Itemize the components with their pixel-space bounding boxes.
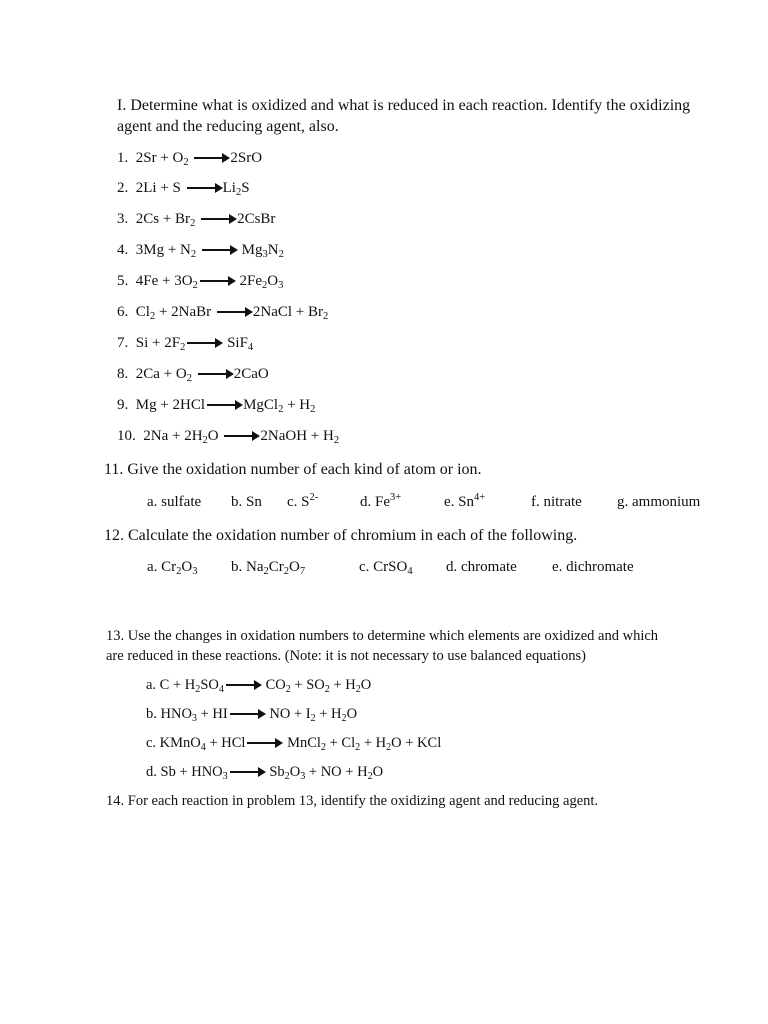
- reaction-arrow-icon: [226, 684, 260, 686]
- q13-reaction-c: c. KMnO$_4$ + HCl MnCl$_2$ + $Cl_2 + H_2O$ + KCl: [146, 735, 442, 754]
- subscript: 2: [149, 311, 156, 323]
- reactant: Si + 2F: [135, 335, 181, 351]
- question-11-prompt: 11. Give the oxidation number of each kind of atom or ion.: [104, 461, 482, 478]
- subscript: 2: [202, 435, 208, 447]
- question-14-prompt: 14. For each reaction in problem 13, identify the oxidizing agent and reducing agent.: [106, 793, 599, 809]
- product: 2CsBr: [237, 211, 276, 227]
- product: Mg: [241, 242, 263, 258]
- section1-heading-line1: I. Determine what is oxidized and what is reduced in each reaction. Identify the oxidizing: [117, 97, 691, 114]
- reaction-number: 6.: [117, 304, 129, 320]
- product: 2CaO: [233, 366, 269, 382]
- reactant: Mg + 2HCl: [135, 397, 206, 413]
- subscript: 2: [180, 342, 186, 354]
- reaction-arrow-icon: [198, 373, 232, 375]
- reaction-number: 5.: [117, 273, 129, 289]
- reaction-number: 9.: [117, 397, 129, 413]
- subscript: 2: [323, 311, 329, 323]
- reaction-arrow-icon: [194, 157, 228, 159]
- reaction-6: [117, 304, 328, 321]
- subscript: 2: [262, 280, 268, 292]
- subscript: 2: [192, 280, 198, 292]
- product: MgCl: [243, 397, 279, 413]
- reaction-arrow-icon: [207, 404, 241, 406]
- subscript: 3: [262, 249, 268, 261]
- product: Li: [222, 180, 236, 196]
- reaction-arrow-icon: [230, 771, 264, 773]
- q11-option-e: e. $Sn^{4+}$: [444, 492, 486, 510]
- product: 2NaCl + Br: [252, 304, 324, 320]
- product: 2NaOH + H: [260, 428, 334, 444]
- reaction-8: [117, 366, 269, 383]
- reaction-number: 4.: [117, 242, 129, 258]
- q12-option-d: d. chromate: [446, 559, 517, 575]
- subscript: 3: [278, 280, 284, 292]
- reaction-arrow-icon: [224, 435, 258, 437]
- q13-reaction-d: d. $Sb + HNO_3$ $Sb_2O_3$ + NO + $H_2O$: [146, 764, 384, 783]
- product-part: N: [267, 242, 279, 258]
- reactant: 2Ca + O: [135, 366, 187, 382]
- product: 2SrO: [230, 150, 263, 166]
- subscript: 4: [247, 342, 254, 354]
- subscript: 2: [278, 404, 284, 416]
- reaction-number: 3.: [117, 211, 129, 227]
- reaction-10: [117, 428, 339, 445]
- q11-option-d: d. $Fe^{3+}$: [360, 492, 402, 510]
- q12-option-a: a. $Cr_2O_3$: [147, 559, 198, 578]
- reaction-arrow-icon: [247, 742, 281, 744]
- product: SiF: [227, 335, 248, 351]
- product-part: S: [241, 180, 250, 196]
- subscript: 2: [186, 373, 192, 385]
- product: 2Fe: [239, 273, 263, 289]
- reaction-arrow-icon: [202, 249, 236, 251]
- subscript: 2: [310, 404, 316, 416]
- reaction-2: [117, 180, 250, 197]
- reaction-arrow-icon: [187, 342, 221, 344]
- q12-option-e: e. dichromate: [552, 559, 634, 575]
- superscript: 4+: [474, 492, 486, 504]
- subscript: 2: [190, 249, 197, 261]
- reaction-arrow-icon: [230, 713, 264, 715]
- reactant: 2Li + S: [135, 180, 181, 196]
- reaction-arrow-icon: [187, 187, 221, 189]
- reaction-arrow-icon: [217, 311, 251, 313]
- question-13-prompt-line2: are reduced in these reactions. (Note: it is not necessary to use balanced equations): [106, 648, 586, 664]
- section1-heading-line2: agent and the reducing agent, also.: [117, 118, 339, 135]
- product-part: + H: [283, 397, 311, 413]
- reaction-9: [117, 397, 315, 414]
- reaction-7: [117, 335, 253, 352]
- subscript: 2: [278, 249, 284, 261]
- reactant: Cl: [135, 304, 150, 320]
- reaction-3: [117, 211, 275, 228]
- q11-option-g: g. ammonium: [617, 494, 701, 510]
- q13-reaction-b: b. $HNO_3$ + HI NO + $I_2 + H_2O$: [146, 706, 358, 725]
- question-12-prompt: 12. Calculate the oxidation number of chromium in each of the following.: [104, 527, 578, 544]
- subscript: 2: [190, 218, 196, 230]
- reaction-5: [117, 273, 283, 290]
- q11-option-b: b. Sn: [231, 494, 262, 510]
- reactant: 2Cs + Br: [135, 211, 191, 227]
- q11-option-f: f. nitrate: [531, 494, 582, 510]
- q12-option-c: c. CrSO$_4$: [359, 559, 413, 578]
- subscript: 2: [183, 157, 189, 169]
- subscript: 2: [333, 435, 340, 447]
- reaction-number: 1.: [117, 150, 129, 166]
- product-part: O: [267, 273, 279, 289]
- reaction-4: [117, 242, 284, 259]
- q12-option-b: b. $Na_2Cr_2O_7$: [231, 559, 306, 578]
- subscript: 2: [235, 187, 242, 199]
- q11-option-a: a. sulfate: [147, 494, 202, 510]
- reactant: 2Sr + O: [135, 150, 184, 166]
- reaction-arrow-icon: [201, 218, 235, 220]
- reaction-number: 8.: [117, 366, 129, 382]
- reactant: 4Fe + 3O: [135, 273, 193, 289]
- reaction-number: 10.: [117, 428, 136, 444]
- reactant: 2Na + 2H: [143, 428, 203, 444]
- superscript: 3+: [390, 492, 402, 504]
- reaction-number: 2.: [117, 180, 129, 196]
- reaction-number: 7.: [117, 335, 129, 351]
- question-13-prompt-line1: 13. Use the changes in oxidation numbers to determine which elements are oxidized and which: [106, 628, 659, 644]
- reactant-part: O: [207, 428, 219, 444]
- reactant-part: + 2NaBr: [155, 304, 212, 320]
- reaction-arrow-icon: [200, 280, 234, 282]
- reaction-1: [117, 150, 262, 167]
- superscript: 2-: [309, 492, 319, 504]
- q11-option-c: c. $S^{2-}$: [287, 492, 319, 510]
- q13-reaction-a: a. $C + H_2SO_4$ $CO_2 + SO_2 + H_2O$: [146, 677, 372, 696]
- reactant: 3Mg + N: [135, 242, 191, 258]
